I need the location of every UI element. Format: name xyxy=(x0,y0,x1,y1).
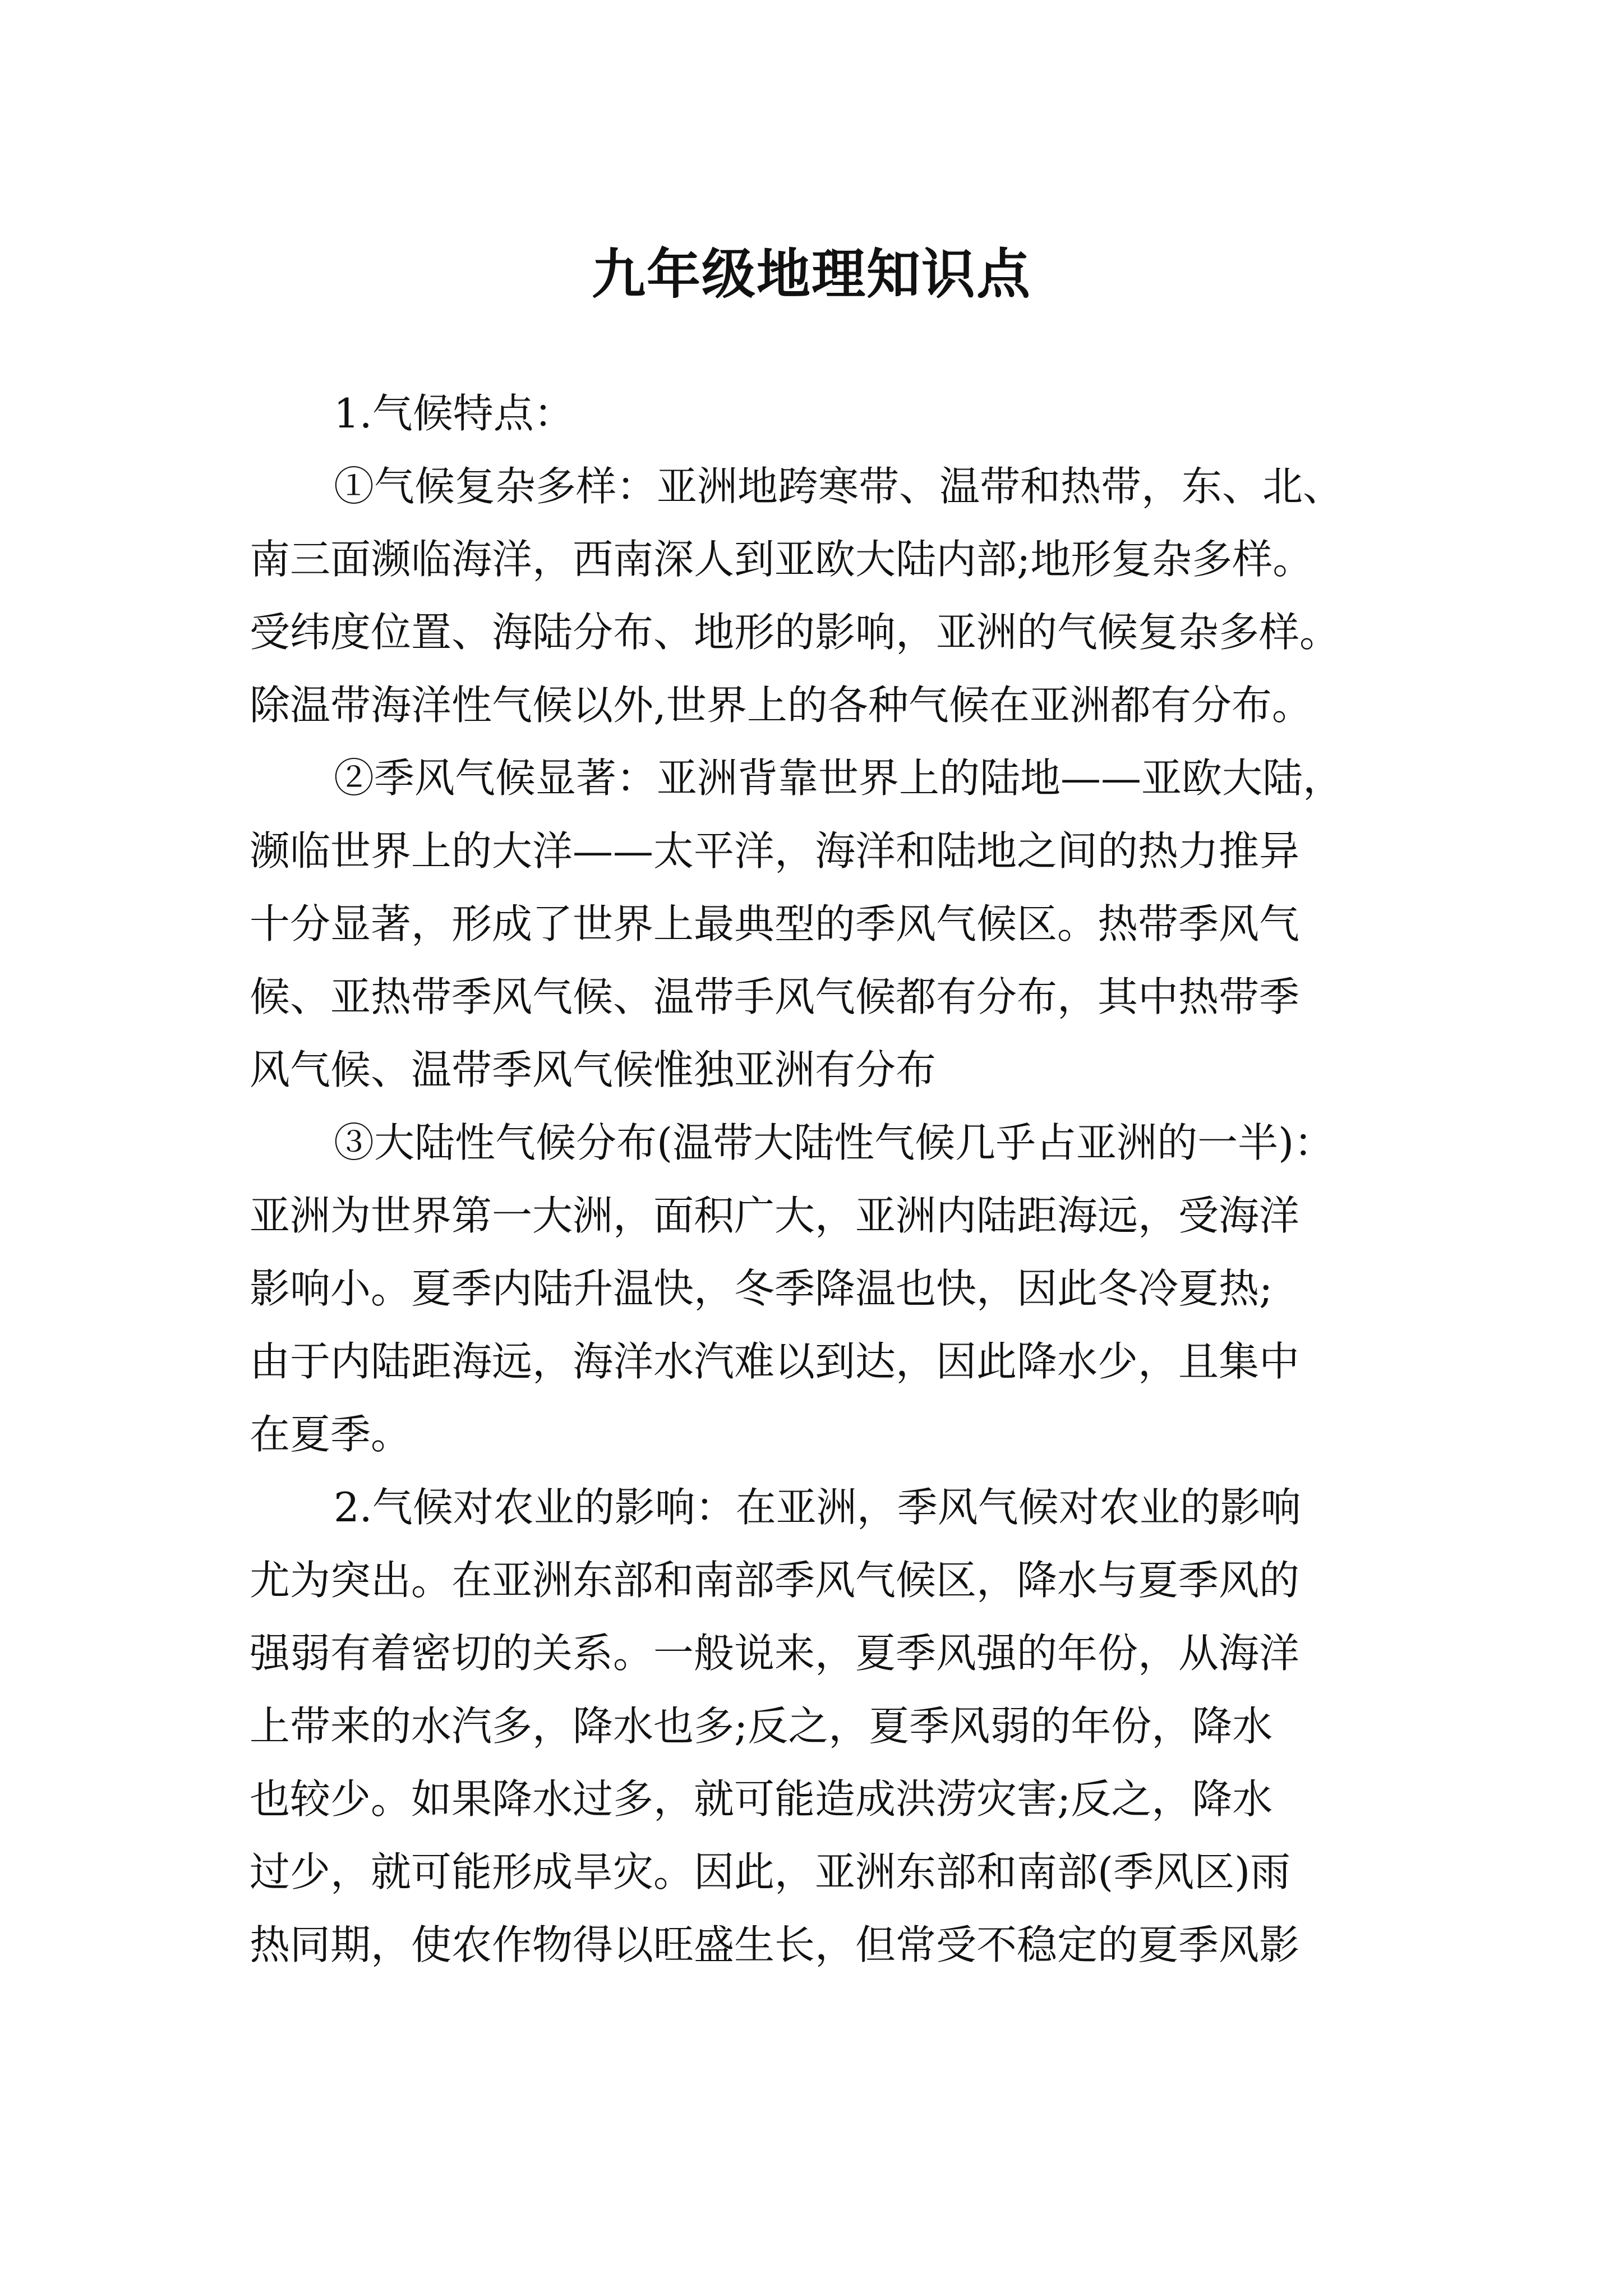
paragraph-line: 由于内陆距海远，海洋水汽难以到达，因此降水少，且集中 xyxy=(250,1338,1300,1385)
paragraph-line: 南三面濒临海洋，西南深人到亚欧大陆内部;地形复杂多样。 xyxy=(250,536,1313,583)
paragraph-line: 1.气候特点： xyxy=(334,390,574,437)
paragraph-line: 候、亚热带季风气候、温带手风气候都有分布，其中热带季 xyxy=(250,973,1300,1020)
paragraph-monsoon-climate xyxy=(250,742,1438,1106)
paragraph-line: 上带来的水汽多，降水也多;反之，夏季风弱的年份，降水 xyxy=(250,1703,1273,1750)
paragraph-line: 在夏季。 xyxy=(250,1411,412,1458)
paragraph-line: 尤为突出。在亚洲东部和南部季风气候区，降水与夏季风的 xyxy=(250,1557,1300,1604)
document-body xyxy=(250,377,1438,1981)
paragraph-line: 也较少。如果降水过多，就可能造成洪涝灾害;反之，降水 xyxy=(250,1775,1273,1823)
paragraph-line: 过少，就可能形成旱灾。因此，亚洲东部和南部(季风区)雨 xyxy=(250,1848,1291,1895)
document-title: 九年级地理知识点 xyxy=(592,242,1031,306)
paragraph-agriculture-impact xyxy=(250,1471,1438,1981)
paragraph-line: 受纬度位置、海陆分布、地形的影响，亚洲的气候复杂多样。 xyxy=(250,609,1340,656)
paragraph-line: 热同期，使农作物得以旺盛生长，但常受不稳定的夏季风影 xyxy=(250,1921,1300,1968)
paragraph-line: 亚洲为世界第一大洲，面积广大，亚洲内陆距海远，受海洋 xyxy=(250,1192,1300,1239)
paragraph-line: ①气候复杂多样：亚洲地跨寒带、温带和热带，东、北、 xyxy=(334,463,1344,510)
paragraph-line: 2.气候对农业的影响：在亚洲，季风气候对农业的影响 xyxy=(334,1484,1301,1531)
paragraph-line: 除温带海洋性气候以外,世界上的各种气候在亚洲都有分布。 xyxy=(250,682,1312,729)
paragraph-climate-diverse xyxy=(250,450,1438,742)
paragraph-line: 十分显著，形成了世界上最典型的季风气候区。热带季风气 xyxy=(250,900,1300,947)
paragraph-line: ②季风气候显著：亚洲背靠世界上的陆地——亚欧大陆， xyxy=(334,754,1344,802)
paragraph-line: 濒临世界上的大洋——太平洋，海洋和陆地之间的热力推异 xyxy=(250,827,1300,875)
paragraph-line: 强弱有着密切的关系。一般说来，夏季风强的年份，从海洋 xyxy=(250,1630,1300,1677)
paragraph-line: 影响小。夏季内陆升温快，冬季降温也快，因此冬冷夏热; xyxy=(250,1265,1273,1312)
paragraph-line: 风气候、温带季风气候惟独亚洲有分布 xyxy=(250,1046,937,1093)
paragraph-line: ③大陆性气候分布(温带大陆性气候几乎占亚洲的一半)： xyxy=(334,1119,1335,1166)
paragraph-continental-climate xyxy=(250,1106,1438,1471)
paragraph-climate-heading xyxy=(250,377,1438,450)
